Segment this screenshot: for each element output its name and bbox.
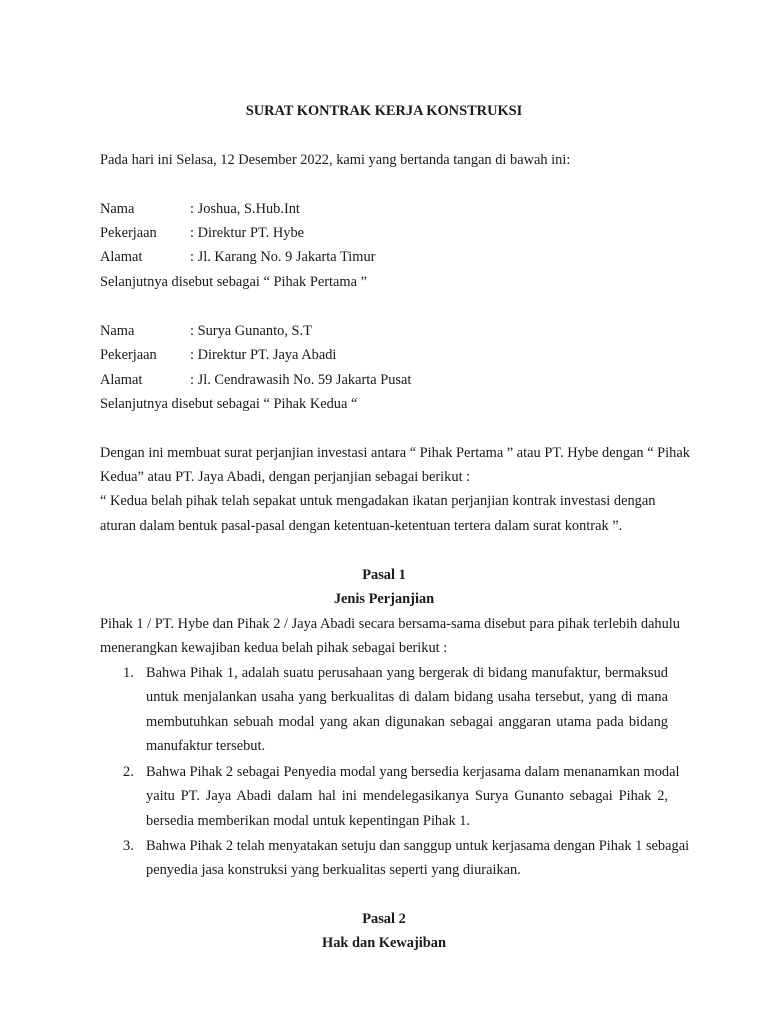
list-item-number: 3. [123,838,134,854]
party1-pekerjaan-label: Pekerjaan [100,225,157,241]
pasal1-heading: Pasal 1 [362,567,406,583]
party1-nama-value: : Joshua, S.Hub.Int [190,201,300,217]
party1-designation: Selanjutnya disebut sebagai “ Pihak Pertama ” [100,274,367,290]
list-item-line: Bahwa Pihak 2 telah menyatakan setuju dan sanggup untuk kerjasama dengan Pihak 1 sebagai [146,838,690,854]
party2-nama-value: : Surya Gunanto, S.T [190,323,312,339]
pasal1-subheading: Jenis Perjanjian [333,591,435,607]
party1-nama-label: Nama [100,201,135,217]
opening-statement: Pada hari ini Selasa, 12 Desember 2022, kami yang bertanda tangan di bawah ini: [100,152,571,168]
list-item-line: untuk menjalankan usaha yang berkualitas di dalam bidang usaha tersebut, yang di mana [146,689,668,705]
intro-line: Kedua” atau PT. Jaya Abadi, dengan perjanjian sebagai berikut : [100,469,471,485]
intro-line: “ Kedua belah pihak telah sepakat untuk mengadakan ikatan perjanjian kontrak investasi dengan [100,493,656,509]
party2-alamat-label: Alamat [100,372,143,388]
party1-alamat-row [100,248,375,266]
intro-line: Dengan ini membuat surat perjanjian investasi antara “ Pihak Pertama ” atau PT. Hybe dengan “ Pihak [100,445,690,461]
list-item-line: manufaktur tersebut. [146,738,266,754]
list-item-line: Bahwa Pihak 1, adalah suatu perusahaan yang bergerak di bidang manufaktur, bermaksud [146,665,668,681]
document-title: SURAT KONTRAK KERJA KONSTRUKSI [245,103,523,119]
list-item-line: Bahwa Pihak 2 sebagai Penyedia modal yang bersedia kerjasama dalam menanamkan modal [146,764,680,780]
pasal1-intro-line: menerangkan kewajiban kedua belah pihak sebagai berikut : [100,640,448,656]
party2-alamat-row [100,371,411,389]
list-item-line: penyedia jasa konstruksi yang berkualitas seperti yang diuraikan. [146,862,521,878]
party1-pekerjaan-value: : Direktur PT. Hybe [190,225,305,241]
party2-pekerjaan-row [100,346,336,364]
list-item-number: 1. [123,665,134,681]
list-item-line: bersedia memberikan modal untuk kepentingan Pihak 1. [146,813,471,829]
pasal2-subheading: Hak dan Kewajiban [322,935,446,951]
intro-line: aturan dalam bentuk pasal-pasal dengan ketentuan-ketentuan tertera dalam surat kontrak ”. [100,518,623,534]
party2-pekerjaan-value: : Direktur PT. Jaya Abadi [190,347,337,363]
party2-pekerjaan-label: Pekerjaan [100,347,157,363]
party1-nama-row [100,200,300,218]
list-item-line: yaitu PT. Jaya Abadi dalam hal ini mendelegasikanya Surya Gunanto sebagai Pihak 2, [146,788,668,804]
pasal2-heading: Pasal 2 [362,911,406,927]
party2-designation: Selanjutnya disebut sebagai “ Pihak Kedua “ [100,396,358,412]
pasal1-intro-line: Pihak 1 / PT. Hybe dan Pihak 2 / Jaya Abadi secara bersama-sama disebut para pihak terlebih dahulu [100,616,680,632]
party1-pekerjaan-row [100,224,304,242]
party1-alamat-value: : Jl. Karang No. 9 Jakarta Timur [190,249,376,265]
party2-nama-row [100,322,312,340]
party1-alamat-label: Alamat [100,249,143,265]
party2-alamat-value: : Jl. Cendrawasih No. 59 Jakarta Pusat [190,372,412,388]
list-item-line: membutuhkan sebuah modal yang akan digunakan sebagai anggaran utama pada bidang [146,714,668,730]
party2-nama-label: Nama [100,323,135,339]
list-item-number: 2. [123,764,134,780]
